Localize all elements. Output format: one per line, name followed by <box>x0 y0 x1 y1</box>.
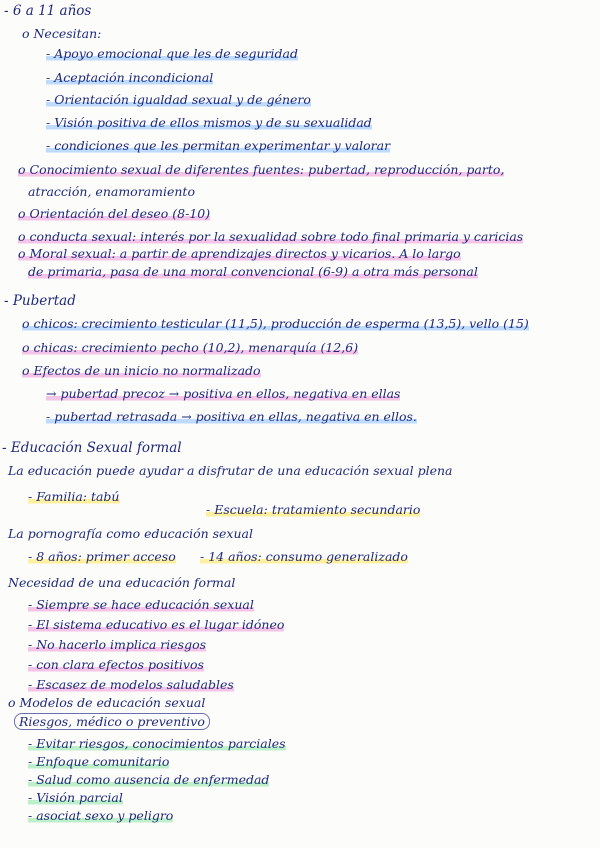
note-line: - Orientación igualdad sexual y de género <box>46 92 311 107</box>
note-line: - Aceptación incondicional <box>46 70 214 85</box>
note-line: de primaria, pasa de una moral convencional (6-9) a otra más personal <box>28 264 478 279</box>
note-line: o conducta sexual: interés por la sexualidad sobre todo final primaria y caricias <box>18 229 524 244</box>
note-line: La educación puede ayudar a disfrutar de una educación sexual plena <box>8 463 453 478</box>
note-line: o chicas: crecimiento pecho (10,2), menarquía (12,6) <box>22 340 359 355</box>
note-line: o Efectos de un inicio no normalizado <box>22 363 261 378</box>
subheading-pornography: La pornografía como educación sexual <box>8 526 253 541</box>
note-line: - Evitar riesgos, conocimientos parciales <box>28 736 286 751</box>
note-line: → pubertad precoz → positiva en ellos, negativa en ellas <box>46 386 401 401</box>
note-line: - Siempre se hace educación sexual <box>28 597 254 612</box>
note-line: o Orientación del deseo (8-10) <box>18 206 211 221</box>
note-line: o Conocimiento sexual de diferentes fuentes: pubertad, reproducción, parto, <box>18 162 505 177</box>
note-line: o Moral sexual: a partir de aprendizajes directos y vicarios. A lo largo <box>18 246 461 261</box>
note-line: - Familia: tabú <box>28 489 120 504</box>
note-line: - No hacerlo implica riesgos <box>28 637 207 652</box>
note-line: - Visión parcial <box>28 790 123 805</box>
heading-age-range: - 6 a 11 años <box>4 3 92 19</box>
heading-puberty: - Pubertad <box>4 293 76 309</box>
note-line: - asociat sexo y peligro <box>28 808 174 823</box>
note-line: - El sistema educativo es el lugar idóneo <box>28 617 285 632</box>
subheading-need: Necesidad de una educación formal <box>8 575 236 590</box>
note-line: - Escasez de modelos saludables <box>28 677 234 692</box>
note-line: - con clara efectos positivos <box>28 657 204 672</box>
subheading-risk-model <box>14 714 210 730</box>
heading-formal-education: - Educación Sexual formal <box>2 440 182 456</box>
note-line: - Apoyo emocional que les de seguridad <box>46 46 298 61</box>
note-line: - condiciones que les permitan experimentar y valorar <box>46 138 391 153</box>
note-line: atracción, enamoramiento <box>28 184 195 199</box>
subheading-models: o Modelos de educación sexual <box>8 695 206 710</box>
note-line: - Escuela: tratamiento secundario <box>206 502 421 517</box>
note-line: - Enfoque comunitario <box>28 754 170 769</box>
note-line: o chicos: crecimiento testicular (11,5), producción de esperma (13,5), vello (15) <box>22 316 529 331</box>
note-line: - Visión positiva de ellos mismos y de su sexualidad <box>46 115 372 130</box>
risk-model-box: Riesgos, médico o preventivo <box>14 713 210 730</box>
note-line: - 8 años: primer acceso <box>28 549 176 564</box>
note-line: - Salud como ausencia de enfermedad <box>28 772 270 787</box>
subheading-needs: o Necesitan: <box>22 26 102 41</box>
note-line: - pubertad retrasada → positiva en ellas, negativa en ellos. <box>46 409 417 424</box>
note-line: - 14 años: consumo generalizado <box>200 549 408 564</box>
